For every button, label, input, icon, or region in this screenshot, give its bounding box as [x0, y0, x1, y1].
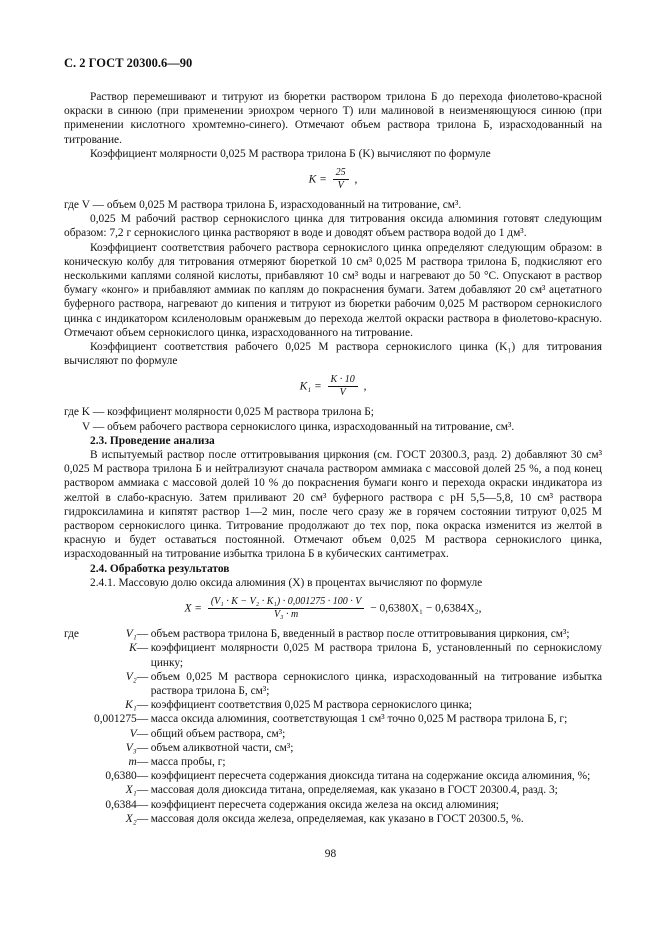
definition-text: массовая доля диоксида титана, определяемая, как указано в ГОСТ 20300.4, разд. 3;	[150, 784, 558, 797]
document-body	[64, 90, 602, 826]
where-label	[64, 727, 94, 741]
definition-row	[64, 798, 602, 812]
paragraph: Коэффициент соответствия рабочего 0,025 М раствора сернокислого цинка (K₁) для титрования вычисляют по формуле	[64, 341, 602, 368]
section-heading: 2.4. Обработка результатов	[90, 562, 230, 575]
definition-text: коэффициент молярности 0,025 М раствора трилона Б, установленный по сернокислому цинку;	[150, 642, 602, 669]
definition-row	[64, 727, 602, 741]
where-label	[64, 641, 94, 669]
definition-row	[64, 783, 602, 797]
where-label	[64, 769, 94, 783]
definition-text: массовая доля оксида железа, определяемая, как указано в ГОСТ 20300.5, %.	[150, 812, 524, 825]
formula-x	[64, 596, 602, 621]
where-label	[64, 741, 94, 755]
definitions-table	[64, 627, 602, 826]
definition-text: коэффициент пересчета содержания оксида железа на оксид алюминия;	[150, 798, 499, 811]
where-label	[64, 755, 94, 769]
running-header: С. 2 ГОСТ 20300.6—90	[64, 56, 193, 70]
definition-symbol: K₁	[125, 699, 137, 712]
paragraph: Коэффициент соответствия рабочего раствора сернокислого цинка определяют следующим образом: в коническую колбу для титрования отмеряют бюреткой 10 см³ 0,025 М раствора трилона Б, подкисляют его несколькими каплями соляной кислоты, прибавляют 10 см³ воды и нагревают до 50 °С. Опускают в раствор бумагу «конго» и прибавляют аммиак по каплям до покраснения бумаги. Затем добавляют 20 см³ ацетатного буферного раствора, нагревают до кипения и титруют из бюретки рабочим 0,025 М раствором сернокислого цинка с индикатором ксиленоловым оранжевым до перехода желтой окраски раствора в фиолетово-красную. Отмечают объем сернокислого цинка, израсходованного на титрование.	[64, 241, 602, 339]
definition-text: объем аликвотной части, см³;	[150, 741, 294, 754]
definition-text: масса пробы, г;	[150, 755, 226, 768]
paragraph: Коэффициент молярности 0,025 М раствора трилона Б (K) вычисляют по формуле	[90, 147, 491, 160]
definition-text: объем раствора трилона Б, введенный в раствор после оттитровывания циркония, см³;	[150, 628, 570, 641]
definition-dash: —	[136, 713, 149, 726]
definition-symbol: V₁	[125, 628, 137, 641]
numerator: K · 10	[328, 374, 358, 387]
where-label	[64, 783, 94, 797]
definition-symbol: V₂	[125, 670, 137, 683]
denominator: V	[337, 180, 344, 192]
definition-dash: —	[136, 699, 149, 712]
definition-dash: —	[136, 770, 149, 783]
definition-row	[64, 641, 602, 669]
formula-tail: − 0,6380X₁ − 0,6384X₂,	[370, 602, 482, 615]
formula-lhs: X =	[184, 602, 202, 615]
where-label: где	[64, 628, 79, 641]
paragraph: 2.4.1. Массовую долю оксида алюминия (X) в процентах вычисляют по формуле	[90, 576, 483, 589]
paragraph: где K — коэффициент молярности 0,025 М раствора трилона Б;	[64, 406, 374, 419]
paragraph: Раствор перемешивают и титруют из бюретки раствором трилона Б до перехода фиолетово-красной окраски в синюю (при применении эриохром черного Т) или малиновой в неизменяющуюся синюю (при применении кислотного хромтемно-синего). Отмечают объем раствора трилона Б, израсходованный на титрование.	[64, 91, 602, 146]
definition-row	[64, 812, 602, 826]
definition-dash: —	[136, 727, 149, 740]
definition-symbol: X₂	[125, 812, 137, 825]
definition-text: коэффициент соответствия 0,025 М раствора сернокислого цинка;	[150, 699, 473, 712]
formula-tail: ,	[354, 173, 358, 186]
definition-row	[64, 698, 602, 712]
definition-dash: —	[136, 642, 149, 655]
definition-symbol: m	[128, 755, 137, 768]
denominator: V₃ · m	[273, 609, 299, 621]
definition-symbol: V	[129, 727, 137, 740]
formula-tail: ,	[363, 380, 367, 393]
definition-text: масса оксида алюминия, соответствующая 1 см³ точно 0,025 М раствора трилона Б, г;	[150, 713, 568, 726]
definition-symbol: 0,001275	[94, 713, 137, 726]
numerator: 25	[333, 167, 349, 180]
formula-lhs: K₁ =	[299, 380, 322, 393]
definition-row	[64, 712, 602, 726]
denominator: V	[339, 387, 346, 399]
paragraph: где V — объем 0,025 М раствора трилона Б, израсходованный на титрование, см³.	[64, 199, 462, 212]
where-label	[64, 670, 94, 698]
fraction	[328, 374, 358, 399]
paragraph: В испытуемый раствор после оттитровывания циркония (см. ГОСТ 20300.3, разд. 2) добавляют 30 см³ 0,025 М раствора трилона Б и нейтрализуют сначала раствором аммиака с массовой долей 25 %, а под конец раствором аммиака с массовой долей 10 % до покраснения бумаги конго и перехода окраски индикатора из желтой в слабо-красную. Затем приливают 20 см³ буферного раствора с pH 5,5—5,8, 10 см³ раствора гидроксиламина и кипятят раствор 1—2 мин, после чего сразу же в горячем состоянии титруют 0,025 М раствором сернокислого цинка. Титрование продолжают до тех пор, пока окраска изменится из желтой в красную и будет оставаться постоянной. Отмечают объем 0,025 М раствора сернокислого цинка, израсходованный на титрование избытка трилона Б в кубических сантиметрах.	[64, 449, 602, 561]
definition-dash: —	[136, 670, 149, 683]
definition-text: общий объем раствора, см³;	[150, 727, 286, 740]
where-label	[64, 812, 94, 826]
definition-dash: —	[136, 798, 149, 811]
definition-row	[64, 741, 602, 755]
paragraph: V — объем рабочего раствора сернокислого цинка, израсходованный на титрование, см³.	[82, 420, 515, 433]
where-label	[64, 698, 94, 712]
definition-dash: —	[136, 812, 149, 825]
definition-dash: —	[136, 628, 149, 641]
where-label	[64, 798, 94, 812]
definition-text: объем 0,025 М раствора сернокислого цинка, израсходованный на титрование избытка раствора трилона Б, см³;	[150, 670, 602, 697]
definition-symbol: X₁	[125, 784, 137, 797]
definition-symbol: V₃	[125, 741, 137, 754]
definition-row	[64, 670, 602, 698]
section-heading: 2.3. Проведение анализа	[90, 434, 215, 447]
definition-dash: —	[136, 784, 149, 797]
paragraph: 0,025 М рабочий раствор сернокислого цинка для титрования оксида алюминия готовят следующим образом: 7,2 г сернокислого цинка растворяют в воде и доводят объем раствора водой до 1 дм³.	[64, 213, 602, 240]
definition-row	[64, 627, 602, 641]
where-label	[64, 712, 94, 726]
fraction	[333, 167, 349, 192]
definition-symbol: 0,6384	[105, 798, 137, 811]
definition-row	[64, 755, 602, 769]
numerator: (V₁ · K − V₂ · K₁) · 0,001275 · 100 · V	[208, 596, 365, 609]
definition-dash: —	[136, 741, 149, 754]
page-number: 98	[324, 848, 337, 860]
fraction	[208, 596, 365, 621]
definition-text: коэффициент пересчета содержания диоксида титана на содержание оксида алюминия, %;	[150, 770, 591, 783]
definition-dash: —	[136, 755, 149, 768]
formula-lhs: K =	[308, 173, 327, 186]
definition-symbol: K	[129, 642, 137, 655]
definition-row	[64, 769, 602, 783]
definition-symbol: 0,6380	[105, 770, 137, 783]
formula-k1	[64, 374, 602, 399]
formula-k	[64, 167, 602, 192]
